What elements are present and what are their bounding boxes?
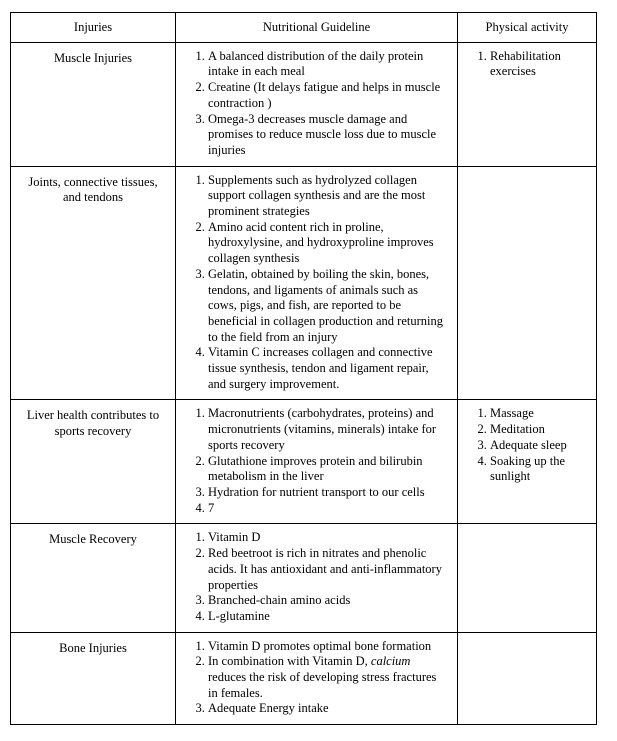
nutrition-list bbox=[184, 406, 449, 516]
list-item-emphasis: 2. In combination with Vitamin D, calcium reduces the risk of developing stress fractures in females. bbox=[208, 654, 449, 701]
table-row bbox=[11, 400, 597, 524]
list-item: 3. Adequate Energy intake bbox=[208, 701, 449, 717]
list-item: 1. Rehabilitation exercises bbox=[490, 49, 588, 80]
injury-cell: Muscle Recovery bbox=[11, 524, 176, 632]
nutrition-list bbox=[184, 639, 449, 718]
activity-list bbox=[466, 49, 588, 80]
list-item: 3. Hydration for nutrient transport to our cells bbox=[208, 485, 449, 501]
list-item: 1. Vitamin D bbox=[208, 530, 449, 546]
list-item: 4. L-glutamine bbox=[208, 609, 449, 625]
list-item: 2. Glutathione improves protein and bilirubin metabolism in the liver bbox=[208, 454, 449, 485]
table-row bbox=[11, 166, 597, 400]
header-row bbox=[11, 13, 597, 43]
list-item: 4. Soaking up the sunlight bbox=[490, 454, 588, 485]
activity-cell bbox=[458, 400, 597, 524]
injury-cell: Joints, connective tissues, and tendons bbox=[11, 166, 176, 400]
header-physical-activity: Physical activity bbox=[458, 13, 597, 43]
emphasis-word: calcium bbox=[370, 654, 411, 669]
list-item: 1. Massage bbox=[490, 406, 588, 422]
list-item: 1. Macronutrients (carbohydrates, proteins) and micronutrients (vitamins, minerals) intake for sports recovery bbox=[208, 406, 449, 453]
list-item: 2. Creatine (It delays fatigue and helps in muscle contraction ) bbox=[208, 80, 449, 111]
injury-nutrition-table bbox=[10, 12, 597, 725]
list-item: 3. Omega-3 decreases muscle damage and promises to reduce muscle loss due to muscle injuries bbox=[208, 112, 449, 159]
list-item: 2. Red beetroot is rich in nitrates and phenolic acids. It has antioxidant and anti-inflammatory properties bbox=[208, 546, 449, 593]
injury-cell: Liver health contributes to sports recovery bbox=[11, 400, 176, 524]
activity-cell bbox=[458, 632, 597, 725]
list-item: 1. A balanced distribution of the daily protein intake in each meal bbox=[208, 49, 449, 80]
nutrition-list bbox=[184, 530, 449, 624]
nutrition-cell bbox=[176, 42, 458, 166]
activity-cell bbox=[458, 524, 597, 632]
nutrition-list bbox=[184, 173, 449, 393]
table-row bbox=[11, 42, 597, 166]
nutrition-cell bbox=[176, 524, 458, 632]
nutrition-list bbox=[184, 49, 449, 159]
list-item: 4. 7 bbox=[208, 501, 449, 517]
list-item: 2. Meditation bbox=[490, 422, 588, 438]
nutrition-cell bbox=[176, 632, 458, 725]
list-item: 3. Gelatin, obtained by boiling the skin, bones, tendons, and ligaments of animals such as cows, pigs, and fish, are reported to be beneficial in collagen production and returning to the field from an injury bbox=[208, 267, 449, 346]
list-item: 1. Vitamin D promotes optimal bone formation bbox=[208, 639, 449, 655]
list-item: 2. Amino acid content rich in proline, hydroxylysine, and hydroxyproline improves collagen synthesis bbox=[208, 220, 449, 267]
table-row bbox=[11, 632, 597, 725]
activity-cell bbox=[458, 42, 597, 166]
header-injuries: Injuries bbox=[11, 13, 176, 43]
activity-list bbox=[466, 406, 588, 485]
nutrition-cell bbox=[176, 400, 458, 524]
header-nutritional-guideline: Nutritional Guideline bbox=[176, 13, 458, 43]
list-item: 3. Branched-chain amino acids bbox=[208, 593, 449, 609]
table-row bbox=[11, 524, 597, 632]
nutrition-cell bbox=[176, 166, 458, 400]
list-item: 4. Vitamin C increases collagen and connective tissue synthesis, tendon and ligament repair, and surgery improvement. bbox=[208, 345, 449, 392]
activity-cell bbox=[458, 166, 597, 400]
injury-cell: Muscle Injuries bbox=[11, 42, 176, 166]
list-item: 1. Supplements such as hydrolyzed collagen support collagen synthesis and are the most prominent strategies bbox=[208, 173, 449, 220]
list-item: 3. Adequate sleep bbox=[490, 438, 588, 454]
injury-cell: Bone Injuries bbox=[11, 632, 176, 725]
